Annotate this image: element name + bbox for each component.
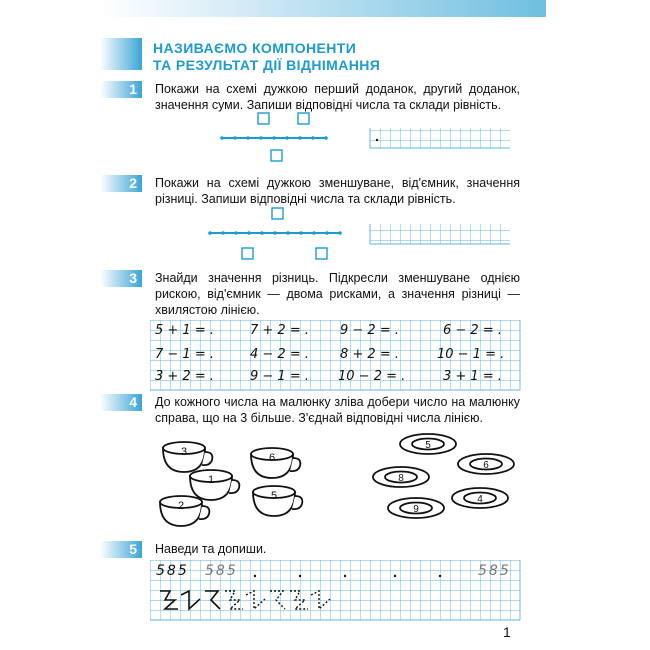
page-number: 1 <box>503 624 511 640</box>
cup-number: 3 <box>180 446 188 458</box>
cup-icon <box>253 486 302 516</box>
plate-number: 6 <box>483 460 489 471</box>
cup-icon <box>160 496 209 526</box>
expression-cell: 9 − 1 = . <box>250 369 309 384</box>
expression-cell: 9 − 2 = . <box>340 323 399 338</box>
cup-number: 6 <box>268 452 276 464</box>
writing-sample-trace: 585 <box>478 563 511 579</box>
plate-number: 4 <box>477 494 483 505</box>
task-4-number: 4 <box>100 394 142 411</box>
task-1-grid <box>370 128 510 148</box>
expression-cell: 10 − 1 = . <box>437 347 505 362</box>
task-1-scheme <box>220 113 328 161</box>
answer-box <box>272 208 283 219</box>
task-2-scheme <box>208 208 342 259</box>
expression-cell: 6 − 2 = . <box>443 323 502 338</box>
task-3-number: 3 <box>100 270 142 287</box>
task-3-text: Знайди значення різниць. Підкресли зменшуване однією рискою, від'ємник — двома рисками, а значення різниці — хвилястою лінією. <box>155 271 520 317</box>
plate-number: 8 <box>398 473 404 484</box>
task-4-text: До кожного числа на малюнку зліва добери число на малюнку справа, що на 3 більше. З'єднай відповідні числа лінією. <box>155 395 520 425</box>
expression-cell: 3 + 1 = . <box>443 369 502 384</box>
expression-cell: 10 − 2 = . <box>338 369 406 384</box>
answer-box <box>298 113 309 124</box>
title-line-1: НАЗИВАЄМО КОМПОНЕНТИ <box>153 40 357 56</box>
answer-box <box>242 248 253 259</box>
answer-box <box>316 248 327 259</box>
task-5-text: Наведи та допиши. <box>155 542 267 556</box>
title-line-2: ТА РЕЗУЛЬТАТ ДІЇ ВІДНІМАННЯ <box>153 57 381 73</box>
task-5-number: 5 <box>100 541 142 558</box>
task-2-number: 2 <box>100 175 142 192</box>
answer-box <box>271 150 282 161</box>
cup-number: 1 <box>207 474 215 486</box>
expression-cell: 4 − 2 = . <box>250 347 309 362</box>
writing-sample-trace: 585 <box>205 563 238 579</box>
expression-cell: 7 + 2 = . <box>250 323 309 338</box>
expression-cell: 7 − 1 = . <box>155 347 214 362</box>
plate-number: 9 <box>413 504 419 515</box>
cup-number: 5 <box>270 490 278 502</box>
cup-icon <box>163 442 212 472</box>
expression-cell: 8 + 2 = . <box>340 347 399 362</box>
plate-number: 5 <box>425 440 431 451</box>
cup-icon <box>251 448 300 478</box>
task-2-grid <box>370 224 510 244</box>
writing-sample-solid: 585 <box>156 563 189 579</box>
cup-number: 2 <box>177 500 185 512</box>
expression-cell: 3 + 2 = . <box>155 369 214 384</box>
task-2-text: Покажи на схемі дужкою зменшуване, від'ємник, значення різниці. Запиши відповідні числа та склади рівність. <box>155 176 520 206</box>
plates-group <box>373 434 514 518</box>
answer-box <box>258 113 269 124</box>
cup-icon <box>190 470 239 500</box>
expression-cell: 5 + 1 = . <box>155 323 214 338</box>
task-1-text: Покажи на схемі дужкою перший доданок, другий доданок, значення суми. Запиши відповідні числа та склади рівність. <box>155 82 520 112</box>
task-1-number: 1 <box>100 81 142 98</box>
